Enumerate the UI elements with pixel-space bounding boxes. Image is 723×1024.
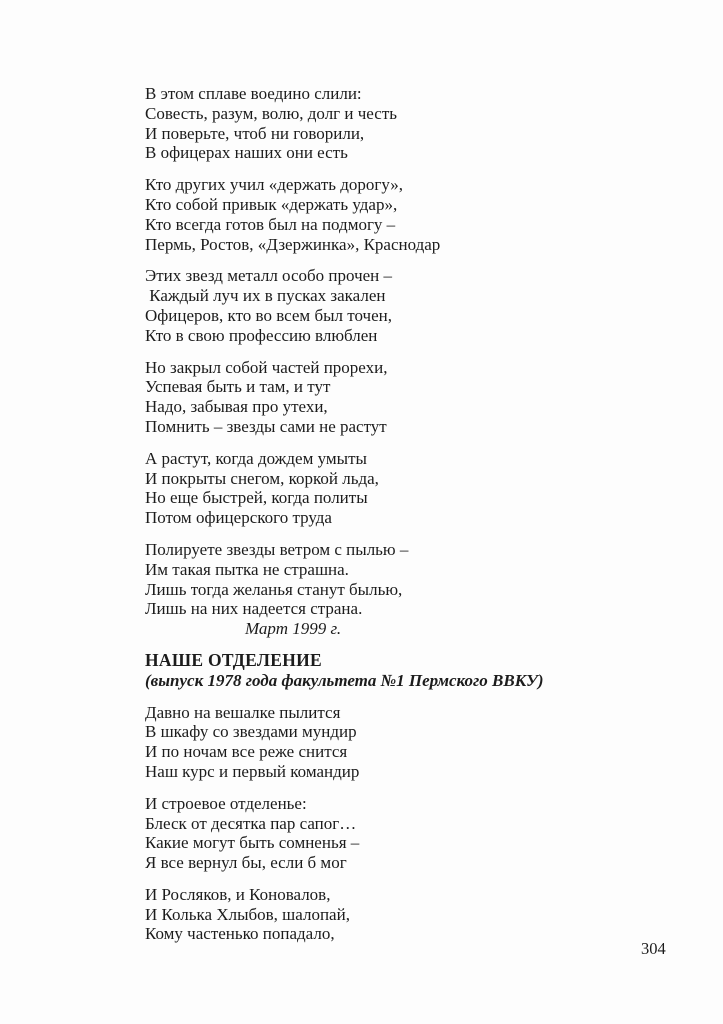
poem-line: Кто собой привык «держать удар», [145,194,398,214]
poem1-stanza-4 [145,358,625,437]
poem-line: Полируете звезды ветром с пылью – [145,539,409,559]
poem-line: А растут, когда дождем умыты [145,448,367,468]
poem-line: Блеск от десятка пар сапог… [145,813,357,833]
poem2-stanza-2 [145,794,625,873]
poem-line: Лишь тогда желанья станут былью, [145,579,403,599]
poem-line: Я все вернул бы, если б мог [145,853,347,873]
poem1-dateline: Март 1999 г. [245,619,342,639]
poem-line: И по ночам все реже снится [145,742,348,762]
poem-line: Пермь, Ростов, «Дзержинка», Краснодар [145,234,441,254]
poem-line: Офицеров, кто во всем был точен, [145,305,392,325]
poem1-stanza-2 [145,175,625,254]
poem1-stanza-6 [145,540,625,619]
poem-line: И Колька Хлыбов, шалопай, [145,904,350,924]
page-content [145,84,625,956]
poem-line: Но еще быстрей, когда политы [145,488,368,508]
poem2-stanza-1 [145,703,625,782]
poem-line: И Росляков, и Коновалов, [145,884,331,904]
poem1-stanza-5 [145,449,625,528]
poem-line: Совесть, разум, волю, долг и честь [145,103,397,123]
poem-line: Этих звезд металл особо прочен – [145,266,393,286]
poem-line: И поверьте, чтоб ни говорили, [145,123,365,143]
poem-line: Помнить – звезды сами не растут [145,416,387,436]
poem-line: Давно на вешалке пылится [145,702,341,722]
poem-line: В этом сплаве воедино слили: [145,84,362,103]
page-number: 304 [641,939,666,958]
poem-line: Кто в свою профессию влюблен [145,325,378,345]
poem-line: Кто других учил «держать дорогу», [145,175,404,195]
poem-line: В шкафу со звездами мундир [145,722,357,742]
poem-line: Успевая быть и там, и тут [145,377,331,397]
poem-line: Кому частенько попадало, [145,924,335,944]
poem1-stanza-1 [145,84,625,163]
poem1-stanza-3 [145,266,625,345]
poem-line: И покрыты снегом, коркой льда, [145,468,379,488]
poem-line: Надо, забывая про утехи, [145,397,328,417]
poem2-title: НАШЕ ОТДЕЛЕНИЕ [145,649,322,670]
poem-line: Кто всегда готов был на подмогу – [145,214,396,234]
poem-line: Наш курс и первый командир [145,761,360,781]
poem-line: В офицерах наших они есть [145,143,348,163]
poem2-stanza-3 [145,885,625,944]
poem2-subtitle: (выпуск 1978 года факультета №1 Пермского ВВКУ) [145,670,544,690]
poem-line: Каждый луч их в пусках закален [145,286,386,306]
poem-line: Им такая пытка не страшна. [145,559,349,579]
poem-line: И строевое отделенье: [145,793,307,813]
poem-line: Лишь на них надеется страна. [145,599,363,619]
poem-line: Но закрыл собой частей прорехи, [145,357,388,377]
poem-line: Какие могут быть сомненья – [145,833,360,853]
poem-line: Потом офицерского труда [145,508,332,528]
